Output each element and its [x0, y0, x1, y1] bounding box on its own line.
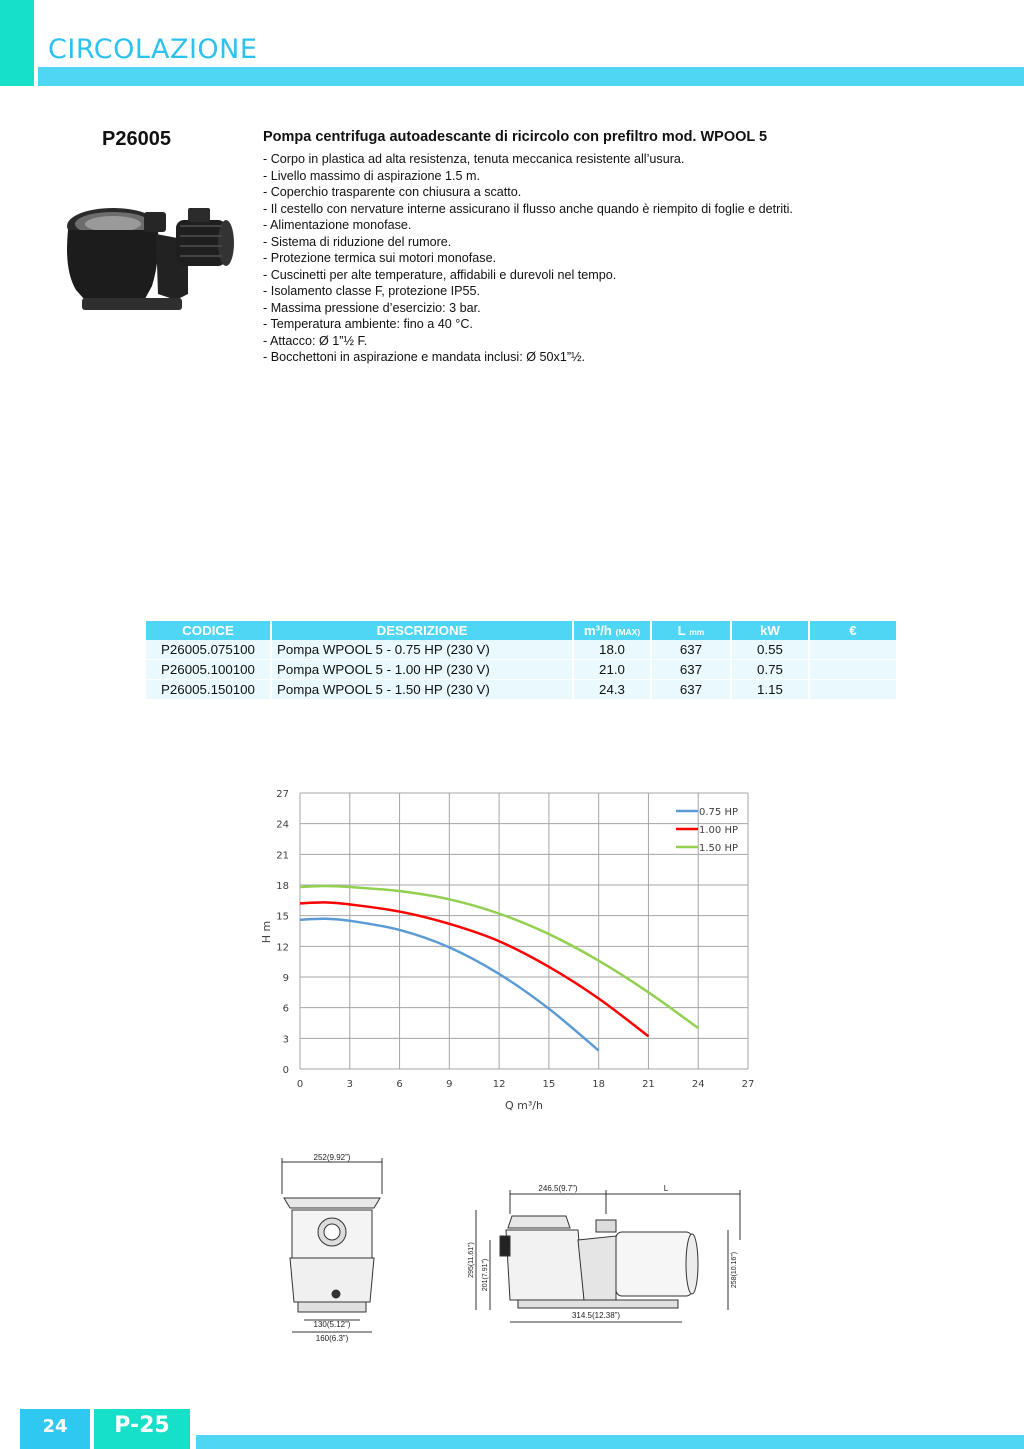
feature-item: - Il cestello con nervature interne assicurano il flusso anche quando è riempito di foglie e detriti.: [263, 201, 793, 216]
y-tick-label: 6: [282, 1003, 289, 1015]
x-tick-label: 27: [741, 1079, 755, 1090]
feature-list: [263, 151, 793, 366]
x-tick-label: 0: [296, 1079, 304, 1090]
cell-kw: 1.15: [731, 680, 809, 700]
legend-label: 0.75 HP: [699, 807, 738, 818]
col-header-descrizione: DESCRIZIONE: [271, 621, 573, 640]
dim-side-bottom: 314.5(12.38”): [571, 1311, 621, 1320]
product-table: [146, 621, 898, 700]
dim-side-h-inner: 201(7.91”): [482, 1258, 489, 1292]
col-header-flow-sub: (MAX): [615, 627, 641, 637]
col-header-kw: kW: [731, 621, 809, 640]
cell-codice: P26005.075100: [146, 640, 271, 660]
feature-item: - Massima pressione d’esercizio: 3 bar.: [263, 300, 481, 315]
cell-descrizione: Pompa WPOOL 5 - 1.50 HP (230 V): [271, 680, 573, 700]
y-tick-label: 18: [276, 881, 289, 892]
dimension-drawing-front: [272, 1152, 392, 1347]
y-tick-label: 21: [276, 850, 289, 862]
y-tick-label: 12: [276, 942, 289, 954]
dim-side-top: 246.5(9.7”): [538, 1184, 578, 1193]
y-tick-label: 27: [276, 789, 289, 800]
legend-label: 1.50 HP: [699, 843, 738, 854]
col-header-length: [651, 621, 731, 640]
feature-item: - Corpo in plastica ad alta resistenza, tenuta meccanica resistente all’usura.: [263, 152, 685, 166]
legend-label: 1.00 HP: [699, 825, 738, 836]
page-reference: P-25: [94, 1409, 190, 1449]
section-title: CIRCOLAZIONE: [48, 34, 258, 65]
col-header-length-label: L: [677, 623, 686, 638]
feature-item: - Sistema di riduzione del rumore.: [263, 234, 452, 249]
dim-front-top: 252(9.92”): [313, 1153, 351, 1162]
feature-item: - Protezione termica sui motori monofase.: [263, 251, 497, 265]
feature-item: - Temperatura ambiente: fino a 40 °C.: [263, 317, 473, 331]
x-tick-label: 12: [492, 1079, 506, 1090]
y-tick-label: 3: [282, 1034, 289, 1046]
header-accent-bar: [0, 0, 34, 86]
feature-item: - Coperchio trasparente con chiusura a scatto.: [263, 185, 522, 199]
chart-legend: [676, 807, 738, 854]
cell-kw: 0.75: [731, 660, 809, 680]
series-line-1-00-hp: [300, 902, 648, 1036]
chart-grid: [300, 793, 748, 1069]
y-tick-label: 0: [282, 1065, 289, 1076]
cell-price: [809, 640, 897, 660]
table-row: [146, 680, 897, 700]
dim-side-h-outer: 295(11.61”): [468, 1242, 475, 1278]
x-tick-label: 6: [396, 1079, 403, 1090]
header-stripe: [38, 67, 1024, 86]
col-header-flow-label: m³/h: [583, 623, 612, 638]
cell-kw: 0.55: [731, 640, 809, 660]
cell-flow: 18.0: [573, 640, 651, 660]
product-code: P26005: [102, 128, 171, 150]
dimension-drawing-side: [466, 1180, 756, 1332]
x-tick-label: 15: [542, 1079, 556, 1090]
x-tick-label: 18: [592, 1079, 606, 1090]
cell-flow: 21.0: [573, 660, 651, 680]
x-tick-label: 21: [642, 1079, 655, 1090]
x-tick-label: 3: [346, 1079, 353, 1090]
feature-item: - Livello massimo di aspirazione 1.5 m.: [263, 168, 480, 183]
col-header-length-sub: mm: [689, 627, 705, 637]
x-tick-label: 24: [691, 1079, 705, 1090]
table-header-row: [146, 621, 897, 640]
feature-item: - Attacco: Ø 1”½ F.: [263, 333, 368, 348]
cell-length: 637: [651, 640, 731, 660]
performance-chart: [250, 780, 770, 1120]
cell-length: 637: [651, 680, 731, 700]
cell-price: [809, 660, 897, 680]
feature-item: - Bocchettoni in aspirazione e mandata inclusi: Ø 50x1”½.: [263, 350, 586, 364]
cell-descrizione: Pompa WPOOL 5 - 0.75 HP (230 V): [271, 640, 573, 660]
dim-side-h-right: 258(10.16”): [731, 1251, 738, 1289]
feature-item: - Isolamento classe F, protezione IP55.: [263, 284, 481, 298]
col-header-flow: [573, 621, 651, 640]
x-tick-label: 9: [446, 1079, 453, 1090]
cell-length: 637: [651, 660, 731, 680]
dim-side-l: L: [663, 1184, 669, 1193]
cell-codice: P26005.100100: [146, 660, 271, 680]
feature-item: - Alimentazione monofase.: [263, 218, 412, 232]
col-header-codice: CODICE: [146, 621, 271, 640]
cell-descrizione: Pompa WPOOL 5 - 1.00 HP (230 V): [271, 660, 573, 680]
y-tick-label: 9: [282, 973, 289, 984]
x-axis-label: Q m³/h: [505, 1099, 543, 1112]
chart-ticks: [276, 789, 754, 1090]
y-axis-label: H m: [260, 920, 273, 944]
cell-price: [809, 680, 897, 700]
page-number: 24: [20, 1409, 90, 1449]
pump-photo: [48, 190, 244, 318]
cell-flow: 24.3: [573, 680, 651, 700]
footer-stripe: [196, 1435, 1024, 1449]
y-tick-label: 24: [276, 819, 289, 831]
dim-front-bottom-inner: 130(5.12”): [313, 1320, 351, 1329]
col-header-price: €: [809, 621, 897, 640]
dim-front-bottom-outer: 160(6.3”): [315, 1334, 349, 1343]
y-tick-label: 15: [276, 911, 289, 923]
product-title: Pompa centrifuga autoadescante di ricircolo con prefiltro mod. WPOOL 5: [263, 129, 768, 145]
table-row: [146, 640, 897, 660]
table-row: [146, 660, 897, 680]
feature-item: - Cuscinetti per alte temperature, affidabili e durevoli nel tempo.: [263, 267, 617, 282]
cell-codice: P26005.150100: [146, 680, 271, 700]
